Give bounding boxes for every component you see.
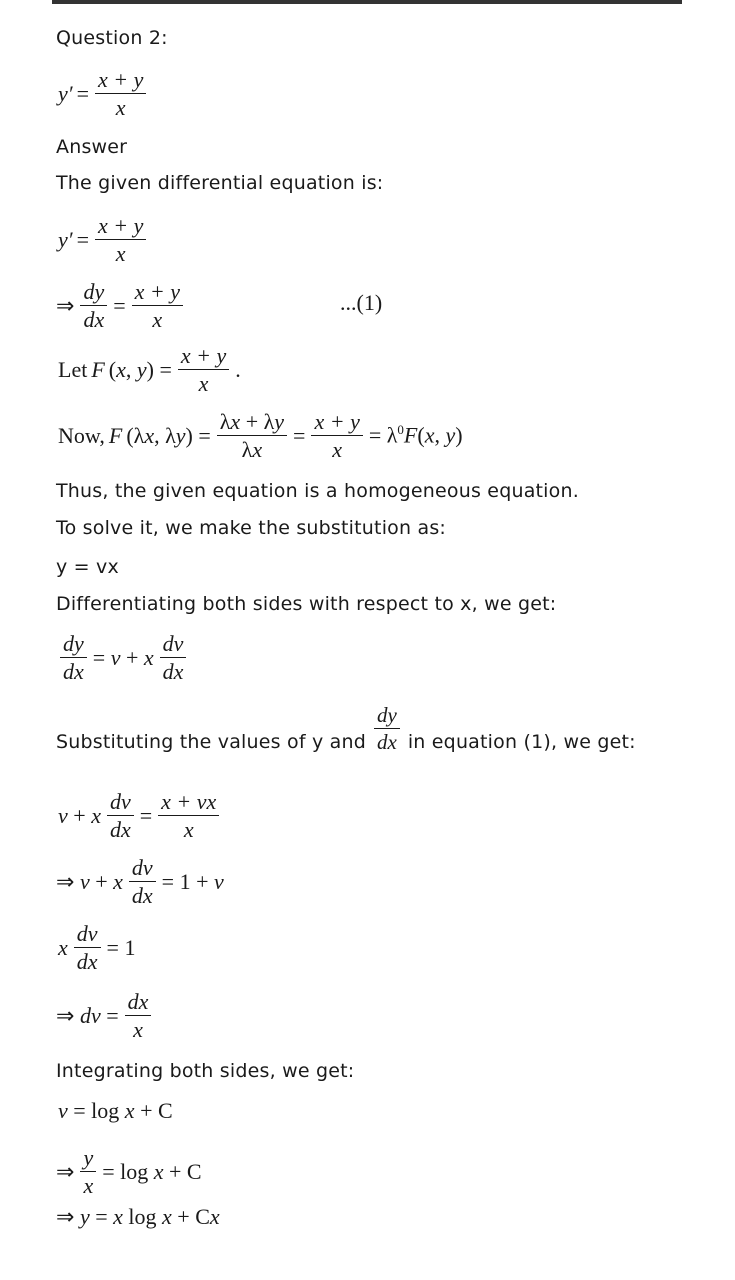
substitution-eq: y = vx [56,556,119,578]
equation-1: ⇒ $\frac{dy}{dx}$ = $\frac{x + y}{x}$ [56,280,185,331]
homogeneity-equation: Now, F (λx, λy) = $\frac{\lambda x + \lambda y}{\lambda x}$ = $\frac{x + y}{x}$ = $\lambda^0F(x$, y) [58,409,463,463]
now-word: Now, [58,422,105,448]
intro-text: The given differential equation is: [56,172,384,194]
let-word: Let [58,356,88,382]
equation-given: y′ = $\frac{x + y}{x}$ [58,214,148,265]
substituting-line: Substituting the values of y and $\frac{dy}{dx}$ in equation (1), we get: [56,703,636,755]
separated-equation: ⇒ dv = $\frac{dx}{x}$ [56,990,153,1041]
homogeneous-text: Thus, the given equation is a homogeneous equation. [56,480,579,502]
integrated-equation: v = log x + C [58,1098,173,1123]
final-solution: ⇒ y = x log x + Cx [56,1204,220,1229]
substituting-text: Substituting the values of y and [56,731,366,754]
solve-text: To solve it, we make the substitution as: [56,517,447,539]
question-equation: y′ = $\frac{x + y}{x}$ [58,68,148,119]
derivative-equation: $\frac{dy}{dx}$ = v + x $\frac{dv}{dx}$ [58,632,188,683]
answer-label: Answer [56,136,128,158]
integrating-text: Integrating both sides, we get: [56,1060,355,1082]
substituted-equation: v + x $\frac{dv}{dx}$ = $\frac{x + vx}{x}$ [58,790,221,841]
let-equation: Let F (x, y) = $\frac{x + y}{x}$ . [58,343,241,397]
differentiating-text: Differentiating both sides with respect to x, we get: [56,593,557,615]
top-rule [52,0,682,4]
back-substituted-equation: ⇒ $\frac{y}{x}$ = log x + C [56,1145,202,1199]
reduced-equation: x $\frac{dv}{dx}$ = 1 [58,921,136,975]
simplified-equation: ⇒ v + x $\frac{dv}{dx}$ = 1 + v [56,855,224,909]
question-title: Question 2: [56,27,168,49]
equation-ref: ...(1) [340,290,383,315]
substituting-tail: in equation (1), we get: [407,731,636,754]
